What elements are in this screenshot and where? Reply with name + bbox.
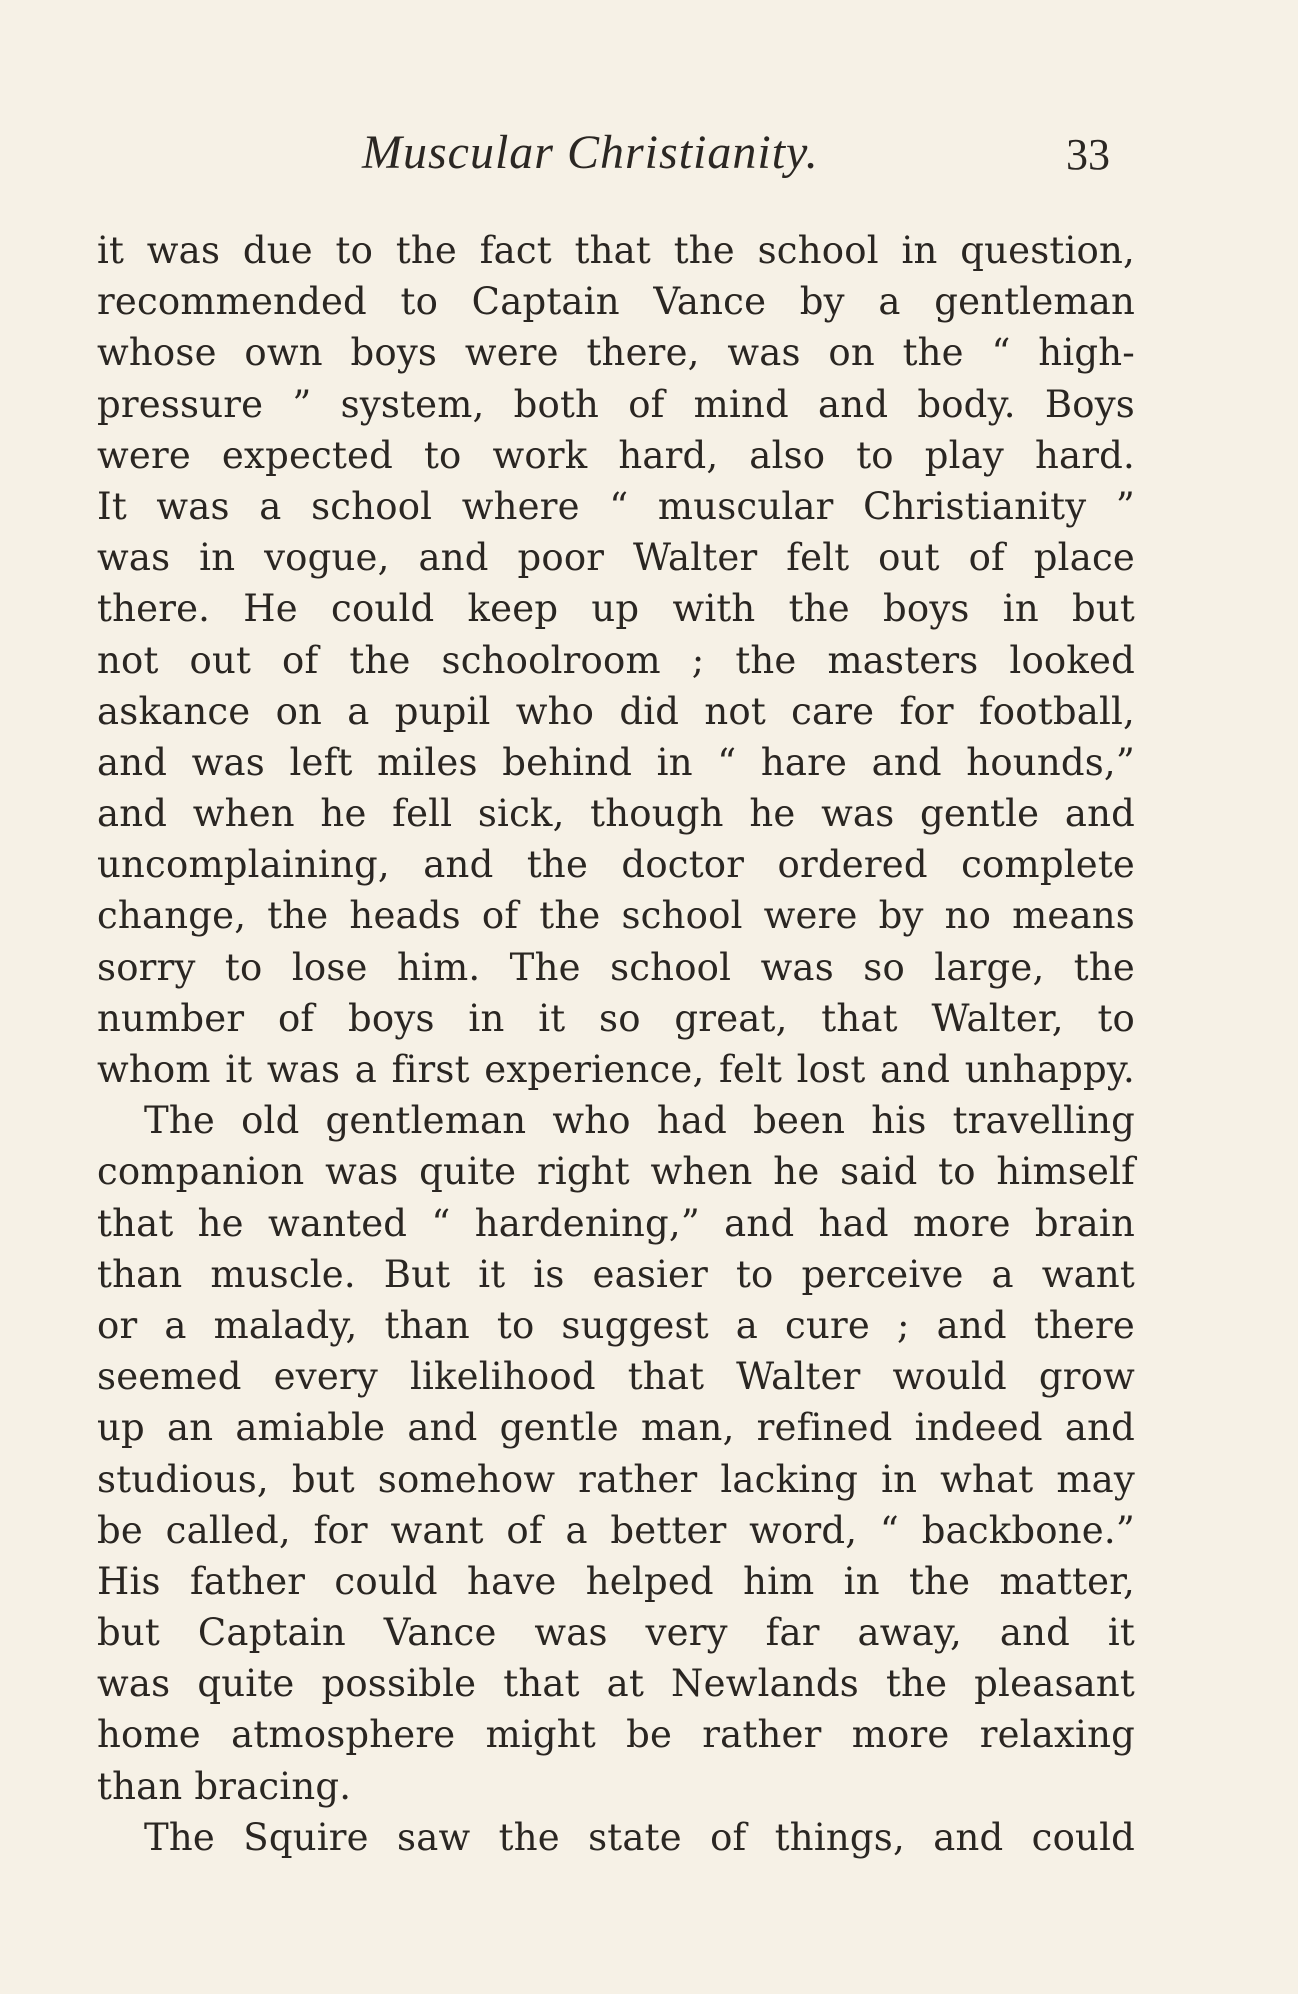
text-line: but Captain Vance was very far away, and it: [97, 1611, 1135, 1655]
text-line: sorry to lose him. The school was so large, the: [97, 945, 1135, 989]
text-line: seemed every likelihood that Walter would grow: [97, 1355, 1135, 1399]
text-line: be called, for want of a better word, “ backbone.”: [97, 1508, 1135, 1552]
text-line: there. He could keep up with the boys in but: [97, 587, 1135, 631]
text-line: companion was quite right when he said to himself: [97, 1150, 1135, 1194]
text-line: change, the heads of the school were by no means: [97, 894, 1135, 938]
text-line: uncomplaining, and the doctor ordered complete: [97, 843, 1135, 887]
text-line: number of boys in it so great, that Walter, to: [97, 996, 1135, 1040]
text-line: was quite possible that at Newlands the pleasant: [97, 1662, 1135, 1706]
text-line: His father could have helped him in the matter,: [97, 1559, 1135, 1603]
paragraph-last-line: than bracing.: [97, 1764, 352, 1808]
text-line: home atmosphere might be rather more relaxing: [97, 1713, 1135, 1757]
running-title: Muscular Christianity.: [362, 126, 819, 179]
text-line: were expected to work hard, also to play hard.: [97, 433, 1135, 477]
running-head: [0, 125, 1298, 185]
paragraph-first-line: The Squire saw the state of things, and could: [144, 1815, 1135, 1859]
text-line: pressure ” system, both of mind and body. Boys: [97, 382, 1135, 426]
text-line: and was left miles behind in “ hare and hounds,”: [97, 740, 1135, 784]
text-line: recommended to Captain Vance by a gentleman: [97, 280, 1135, 324]
text-line: than muscle. But it is easier to perceive a want: [97, 1252, 1135, 1296]
text-line: askance on a pupil who did not care for football,: [97, 689, 1135, 733]
text-line: it was due to the fact that the school in question,: [97, 229, 1135, 272]
text-line: It was a school where “ muscular Christianity ”: [97, 484, 1135, 528]
text-line: up an amiable and gentle man, refined indeed and: [97, 1406, 1135, 1450]
text-line: or a malady, than to suggest a cure ; and there: [97, 1303, 1135, 1347]
paragraph-first-line: The old gentleman who had been his travelling: [144, 1099, 1135, 1143]
text-line: whom it was a first experience, felt lost and unhappy.: [97, 1048, 1135, 1091]
page-number: 33: [1066, 130, 1110, 179]
text-line: not out of the schoolroom ; the masters looked: [97, 638, 1135, 682]
text-line: studious, but somehow rather lacking in what may: [97, 1457, 1135, 1501]
body-text: [97, 225, 1135, 1863]
text-line: was in vogue, and poor Walter felt out of place: [97, 536, 1135, 580]
text-line: that he wanted “ hardening,” and had more brain: [97, 1201, 1135, 1245]
text-line: whose own boys were there, was on the “ high-: [97, 331, 1135, 375]
text-line: and when he fell sick, though he was gentle and: [97, 792, 1135, 836]
